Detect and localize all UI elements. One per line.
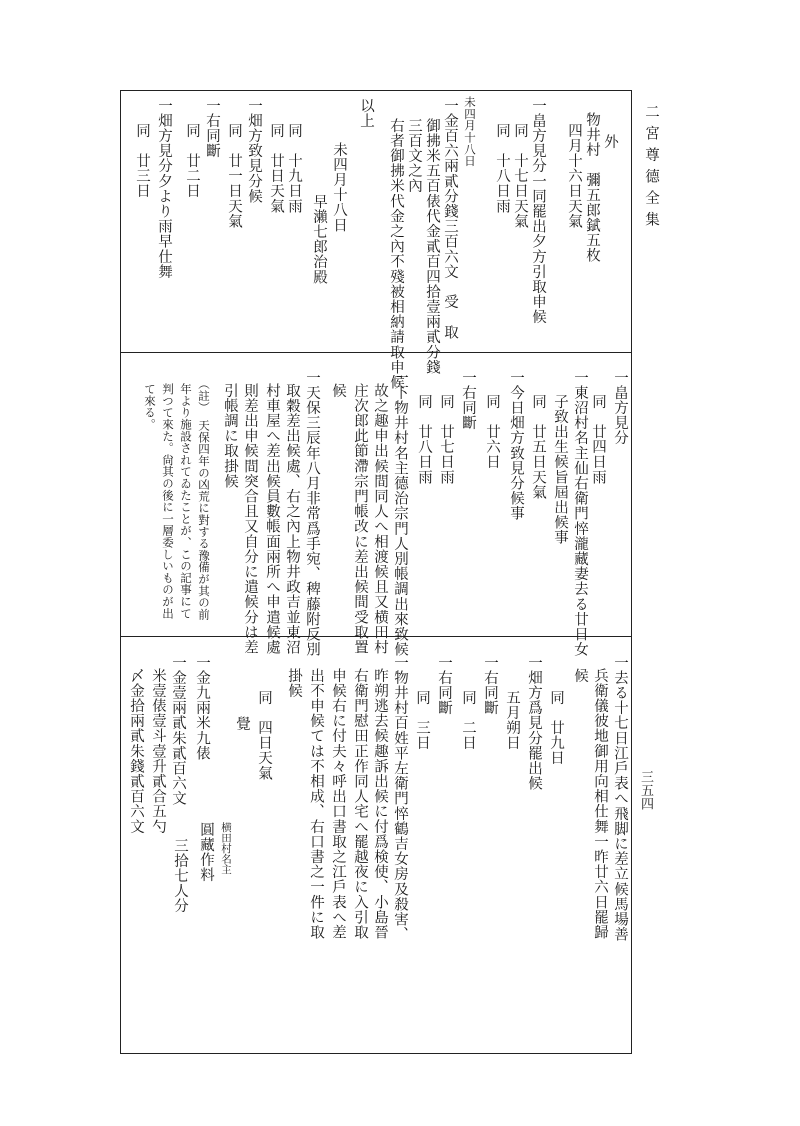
- text-line: 一下物井村名主德治宗門人別帳調出來致候: [392, 370, 408, 657]
- text-line: 同 十九日雨: [286, 123, 302, 214]
- text-line: 同 廿六日: [484, 394, 500, 470]
- text-line: 同 廿二日: [184, 123, 200, 199]
- text-line: 圓藏作料: [198, 822, 214, 883]
- text-line: 昨朔逃去候趣訴出候に付爲検使、小島晉: [372, 668, 388, 940]
- text-line: 以上: [358, 98, 374, 129]
- text-line: 米壹俵壹斗壹升貳合五勺: [150, 668, 166, 835]
- text-line: 一畠方見分: [612, 370, 628, 446]
- text-line: 早瀨七郎治殿: [311, 194, 327, 285]
- text-line: 一金百六兩貳分錢三百六文 受 取: [442, 98, 458, 340]
- text-line: 五月朔日: [504, 690, 520, 751]
- text-line: 同 廿三日: [134, 123, 150, 199]
- text-line: 物井村 彌五郎錻五枚: [584, 112, 600, 263]
- text-line: 同 廿一日天氣: [226, 123, 242, 229]
- text-line: 一物井村百姓平左衛門悴鶴吉女房及殺害、: [392, 655, 408, 942]
- text-line: 一畠方見分一同罷出夕方引取申候: [530, 98, 546, 325]
- text-line: 一畑方見分夕より雨早仕舞: [156, 98, 172, 280]
- text-line: 四月十六日天氣: [566, 123, 582, 229]
- text-line: 三百文之內: [406, 118, 422, 194]
- text-line: 出不申候ては不相成、右口書之一件に取: [308, 668, 324, 940]
- text-line: 一畑方致見分候: [246, 98, 262, 204]
- text-line: 横田村名主: [220, 822, 232, 875]
- text-line: 同 廿四日雨: [590, 394, 606, 485]
- text-line: 三拾七人分: [172, 838, 188, 914]
- text-line: 取穀差出候處、右之內上物井政吉並東沼: [284, 383, 300, 655]
- text-line: 庄次郎此節滯宗門帳改に差出候間受取置: [352, 383, 368, 655]
- text-line: 一今日畑方致見分候事: [508, 370, 524, 521]
- text-line: 未四月十八日: [331, 142, 347, 233]
- text-line: 同 三日: [414, 690, 430, 751]
- annotation-note: 判つて來た。尙其の後に一層委しいものが出: [161, 383, 175, 619]
- section-divider-1: [120, 352, 632, 353]
- text-line: 候: [330, 383, 346, 399]
- text-line: 同 廿七日雨: [438, 394, 454, 485]
- text-line: 外: [602, 134, 618, 150]
- text-line: 一右同斷: [482, 655, 498, 716]
- text-line: 引帳調に取掛候: [222, 383, 238, 489]
- text-line: 同 廿九日: [548, 690, 564, 766]
- text-line: 子致出生候旨屆出候事: [552, 394, 568, 545]
- text-line: 一東沼村名主仙右衛門悴瀧藏妻去る廿日女: [572, 370, 588, 657]
- text-line: 未四月十八日: [463, 96, 477, 167]
- annotation-note: て來る。: [143, 383, 157, 431]
- text-line: 一去る十七日江戶表へ飛脚に差立候馬場善: [612, 655, 628, 942]
- text-line: 一右同斷: [204, 98, 220, 159]
- annotation-note: 年より施設されてゐたことが、この記事にて: [179, 383, 193, 619]
- text-line: 〆金拾兩貳朱錢貳百六文: [128, 668, 144, 835]
- text-line: 一右同斷: [436, 655, 452, 716]
- page-number: 三五四: [638, 770, 653, 811]
- text-line: 同 廿五日天氣: [530, 394, 546, 500]
- text-line: 右衛門慰田正作同人宅へ罷越夜に入引取: [352, 668, 368, 940]
- text-line: 右者御拂米代金之內不殘被相納請取申候: [388, 118, 404, 390]
- text-line: 一金壹兩貳朱貳百六文: [170, 655, 186, 806]
- text-line: 覺: [234, 716, 250, 732]
- book-title: 二宮尊德全集: [643, 104, 659, 233]
- text-line: 兵衛儀彼地御用向相仕舞一昨廿六日罷歸: [592, 668, 608, 940]
- text-line: 御拂米五百俵代金貳百四拾壹兩貳分錢: [424, 118, 440, 375]
- text-line: 村車屋へ差出候員數帳面兩所へ申遣候處: [264, 383, 280, 655]
- text-line: 則差出申候間突合且又自分に遣候分は差: [242, 383, 258, 655]
- text-line: 同 四日天氣: [256, 690, 272, 781]
- text-line: 掛候: [286, 668, 302, 699]
- text-line: 同 廿日天氣: [268, 123, 284, 214]
- text-line: 一畑方爲見分罷出候: [526, 655, 542, 791]
- text-line: 申候右に付夫々呼出口書取之江戶表へ差: [330, 668, 346, 940]
- text-line: 同 廿八日雨: [416, 394, 432, 485]
- text-line: 同 十七日天氣: [512, 123, 528, 229]
- text-line: 候: [572, 668, 588, 684]
- text-line: 一天保三辰年八月非常爲手宛、稗藤附反別: [304, 370, 320, 657]
- text-line: 故之趣申出候間同人へ相渡候且又横田村: [372, 383, 388, 655]
- annotation-note: （註） 天保四年の凶荒に對する豫備が其の前: [197, 378, 211, 621]
- text-line: 同 二日: [460, 690, 476, 751]
- text-line: 同 十八日雨: [494, 123, 510, 214]
- text-line: 一右同斷: [460, 370, 476, 431]
- text-line: 一金九兩米九俵: [194, 655, 210, 761]
